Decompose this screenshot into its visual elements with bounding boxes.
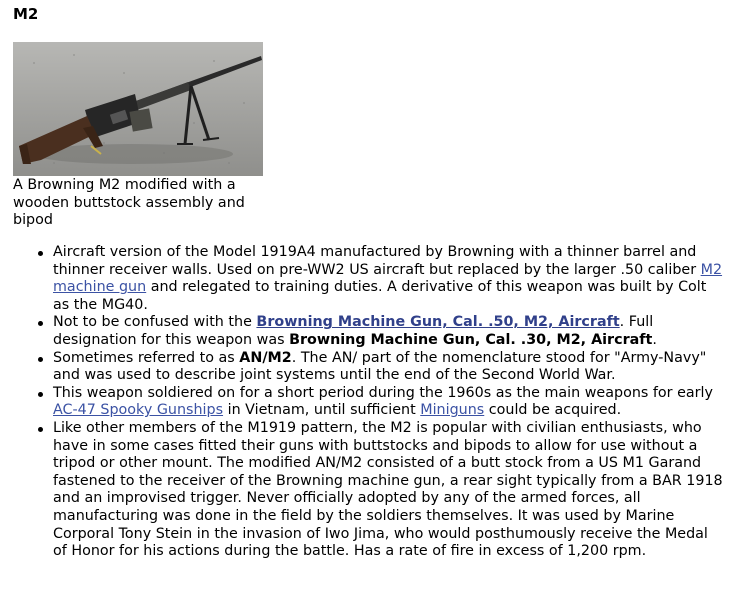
text-span: . Full designation for this weapon was: [53, 314, 654, 348]
m2-photo[interactable]: [13, 42, 263, 176]
text-span: .: [652, 331, 657, 348]
ac-47-spooky-link[interactable]: AC-47 Spooky Gunships: [53, 402, 224, 419]
text-span: Like other members of the M1919 pattern, the M2 is popular with civilian enthusiasts, who have in some cases fitted their guns with buttstocks and bipods to allow for use without a tripod or other mount. The modified AN/M2 consisted of a butt stock from a US M1 Garand fastened to the receiver of the Browning machine gun, a rear sight typically from a BAR 1918 and an improvised trigger. Never officially adopted by any of the armed forces, all manufacturing was done in the field by the soldiers themselves. It was used by Marine Corporal Tony Stein in the invasion of Iwo Jima, who would posthumously receive the Medal of Honor for his actions during the battle. Has a rate of fire in excess of 1,200 rpm.: [53, 419, 723, 560]
full-designation: Browning Machine Gun, Cal. .30, M2, Aircraft: [289, 331, 653, 348]
list-item: [0, 420, 725, 561]
text-span: in Vietnam, until sufficient: [223, 402, 421, 419]
text-span: and relegated to training duties. A derivative of this weapon was built by Colt as the MG40.: [53, 279, 707, 313]
list-item: [0, 350, 725, 385]
section-heading: M2: [13, 5, 39, 23]
text-span: . The AN/ part of the nomenclature stood for "Army-Navy" and was used to describe joint systems until the end of the Second World War.: [53, 349, 707, 384]
list-item: [0, 385, 725, 420]
miniguns-link[interactable]: Miniguns: [420, 402, 485, 419]
text-span: could be acquired.: [484, 402, 622, 419]
m2-machine-gun-link[interactable]: M2 machine gun: [53, 261, 723, 296]
list-item: [0, 314, 725, 349]
browning-cal-50-link[interactable]: Browning Machine Gun, Cal. .50, M2, Aircraft: [256, 314, 620, 331]
text-span: Not to be confused with the: [53, 314, 257, 331]
an-m2-term: AN/M2: [239, 349, 292, 366]
text-span: Sometimes referred to as: [53, 349, 240, 366]
machine-gun-photo-icon: [13, 42, 263, 176]
text-span: Aircraft version of the Model 1919A4 manufactured by Browning with a thinner barrel and thinner receiver walls. Used on pre-WW2 US aircraft but replaced by the larger .50 caliber: [53, 244, 701, 278]
image-caption: A Browning M2 modified with a wooden buttstock assembly and bipod: [13, 177, 245, 229]
details-list: [0, 244, 754, 561]
text-span: This weapon soldiered on for a short period during the 1960s as the main weapons for early: [53, 384, 713, 401]
list-item: [0, 244, 725, 314]
